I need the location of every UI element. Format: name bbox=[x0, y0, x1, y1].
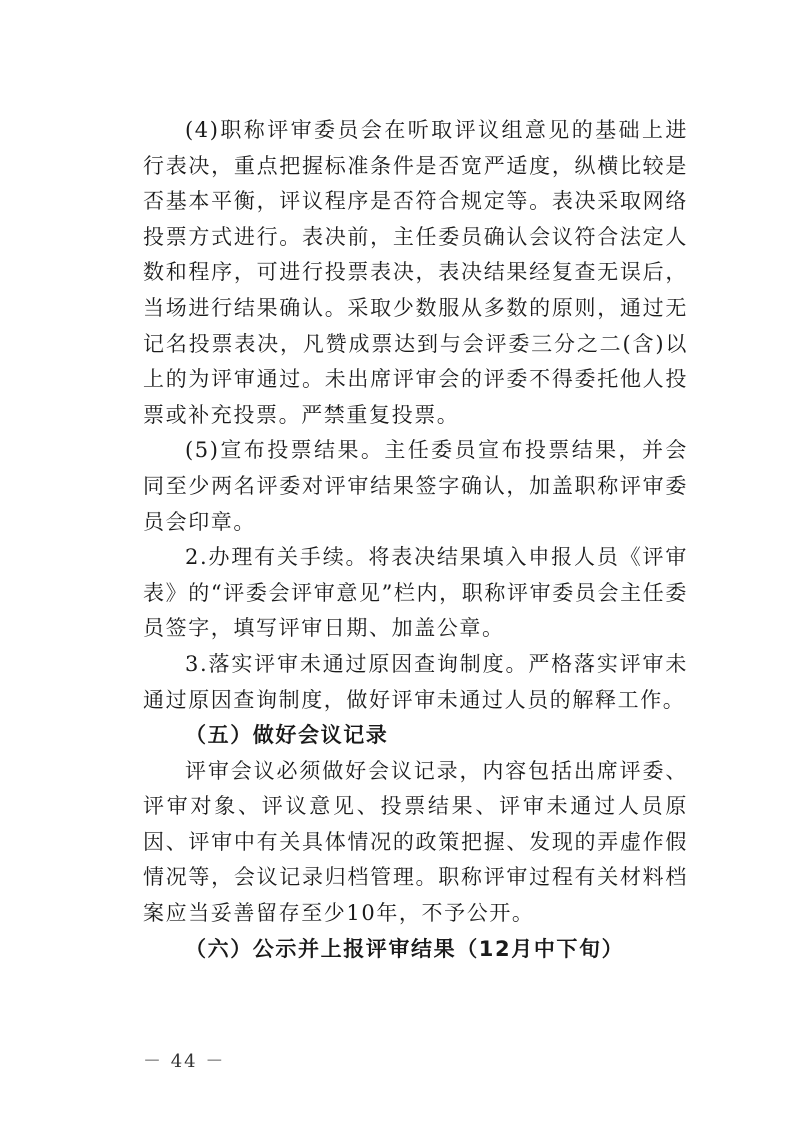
document-body bbox=[143, 113, 688, 967]
paragraph-inquiry-system: 3.落实评审未通过原因查询制度。严格落实评审未通过原因查询制度，做好评审未通过人员的解释工作。 bbox=[143, 651, 688, 712]
paragraph-meeting-records: 评审会议必须做好会议记录，内容包括出席评委、评审对象、评议意见、投票结果、评审未通过人员原因、评审中有关具体情况的政策把握、发现的弄虚作假情况等，会议记录归档管理。职称评审过程有关材料档案应当妥善留存至少10年，不予公开。 bbox=[143, 758, 688, 926]
section-heading-meeting-records: （五）做好会议记录 bbox=[185, 723, 389, 748]
paragraph-handle-procedures: 2.办理有关手续。将表决结果填入申报人员《评审表》的“评委会评审意见”栏内，职称评审委员会主任委员签字，填写评审日期、加盖公章。 bbox=[143, 545, 688, 641]
page-number: － 44 － bbox=[143, 1051, 226, 1072]
paragraph-voting-procedure: (4)职称评审委员会在听取评议组意见的基础上进行表决，重点把握标准条件是否宽严适度，纵横比较是否基本平衡，评议程序是否符合规定等。表决采取网络投票方式进行。表决前，主任委员确认会议符合法定人数和程序，可进行投票表决，表决结果经复查无误后，当场进行结果确认。采取少数服从多数的原则，通过无记名投票表决，凡赞成票达到与会评委三分之二(含)以上的为评审通过。未出席评审会的评委不得委托他人投票或补充投票。严禁重复投票。 bbox=[143, 118, 688, 427]
section-heading-publicize-results: （六）公示并上报评审结果（12月中下旬） bbox=[185, 936, 625, 961]
paragraph-announce-results: (5)宣布投票结果。主任委员宣布投票结果，并会同至少两名评委对评审结果签字确认，加盖职称评审委员会印章。 bbox=[143, 438, 688, 534]
